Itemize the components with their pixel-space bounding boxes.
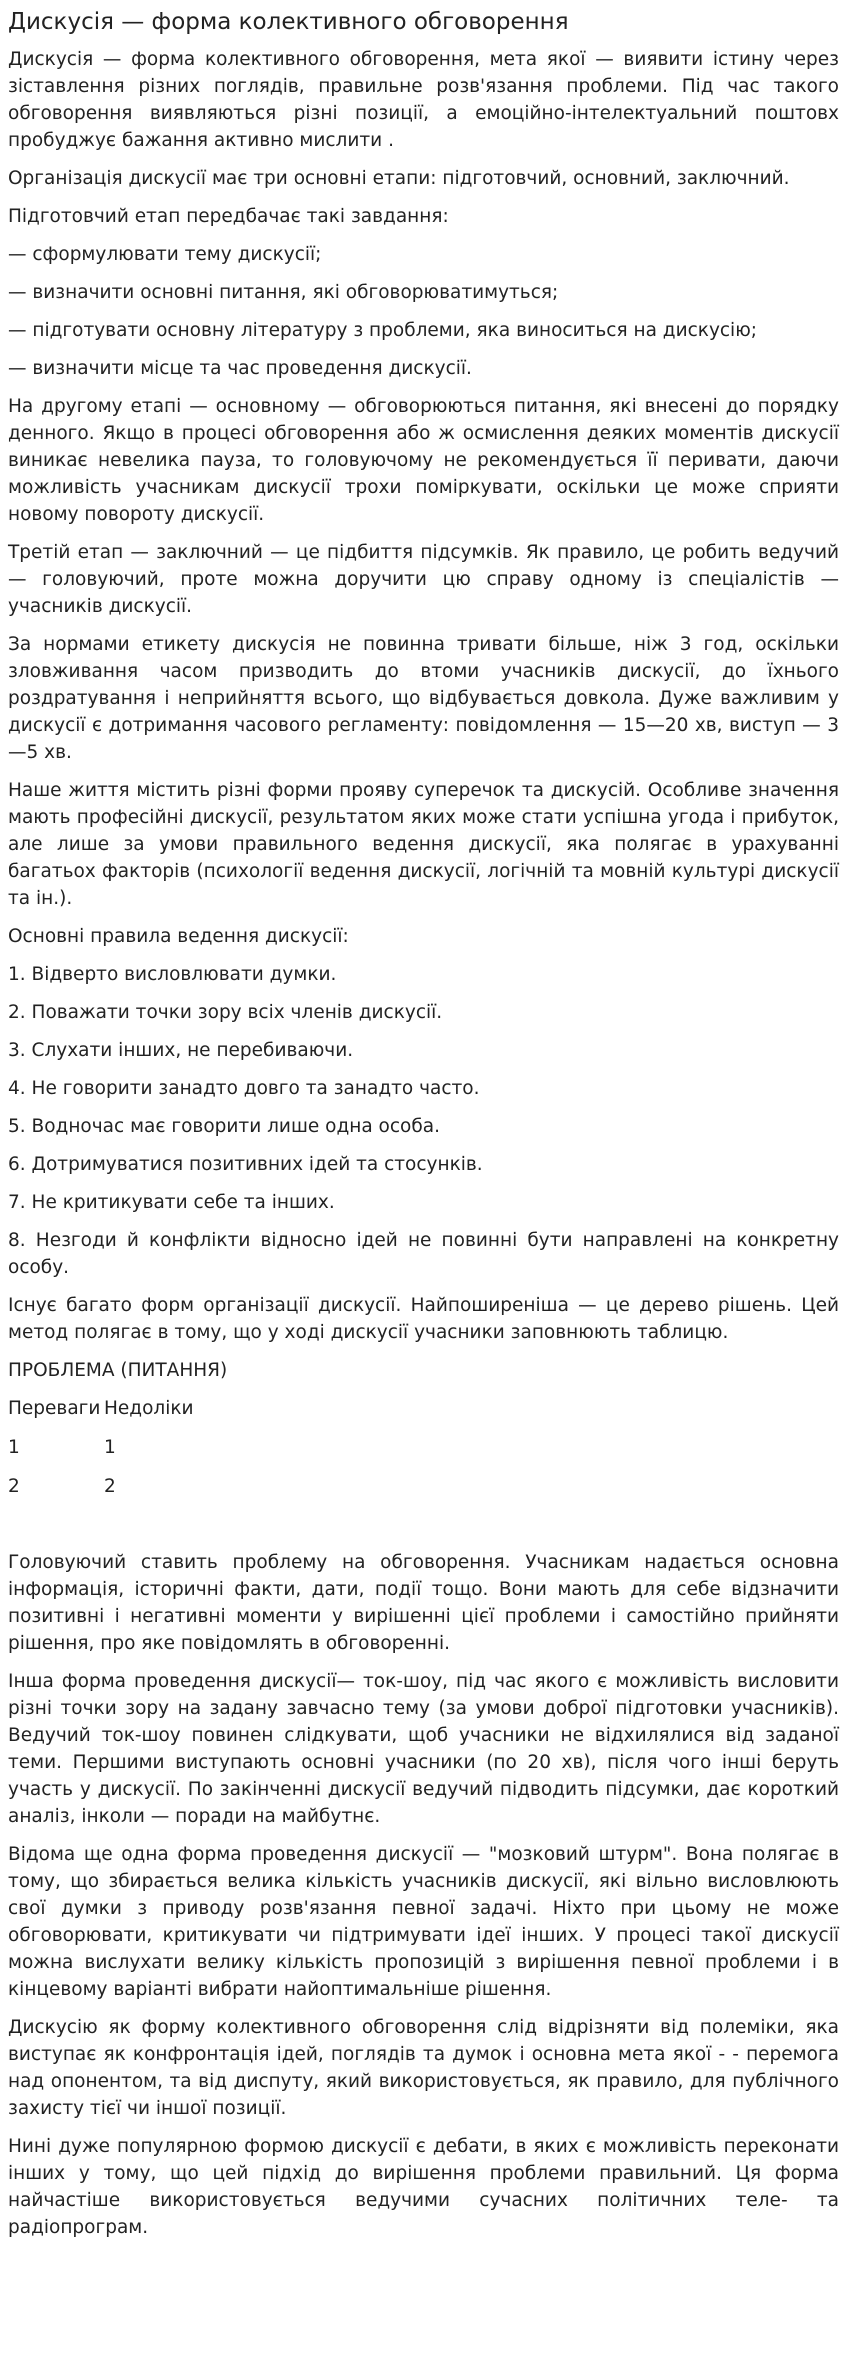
rules-heading: Основні правила ведення дискусії:	[8, 926, 349, 947]
paragraph-stages: Організація дискусії має три основні етапи: підготовчий, основний, заключний.	[8, 168, 790, 189]
paragraph-debates: Нині дуже популярною формою дискусії є дебати, в яких є можливість переконати інших у тому, що цей підхід до вирішення проблеми правильний. Ця форма найчастіше використовується ведучими сучасних політичних теле- та радіопрограм.	[8, 2136, 839, 2238]
table-caption: ПРОБЛЕМА (ПИТАННЯ)	[8, 1360, 228, 1381]
table-cell: 1	[8, 1437, 20, 1458]
paragraph-moderator: Головуючий ставить проблему на обговорення. Учасникам надається основна інформація, історичні факти, дати, події тощо. Вони мають для себе відзначити позитивні і негативні моменти у вирішенні цієї проблеми і самостійно прийняти рішення, про яке повідомлять в обговоренні.	[8, 1552, 839, 1654]
table-cell: 2	[8, 1476, 20, 1497]
prep-task-item: — визначити основні питання, які обговорюватимуться;	[8, 282, 559, 303]
table-row	[8, 1434, 194, 1473]
paragraph-main-stage: На другому етапі — основному — обговорюються питання, які внесені до порядку денного. Якщо в процесі обговорення або ж осмислення деяких моментів дискусії виникає невелика пауза, то головуючому не рекомендується її перивати, даючи можливість учасникам дискусії трохи поміркувати, оскільки це може сприяти новому повороту дискусії.	[8, 396, 839, 525]
table-cell: 2	[104, 1476, 116, 1497]
page-title: Дискусія — форма колективного обговорення	[8, 9, 569, 35]
header-pros: Переваги	[8, 1398, 101, 1419]
rule-item: 4. Не говорити занадто довго та занадто часто.	[8, 1078, 480, 1099]
rule-item: 8. Незгоди й конфлікти відносно ідей не повинні бути направлені на конкретну особу.	[8, 1230, 839, 1278]
paragraph-etiquette: За нормами етикету дискусія не повинна тривати більше, ніж 3 год, оскільки зловживання часом призводить до втоми учасників дискусії, до їхнього роздратування і неприйняття всього, що відбувається довкола. Дуже важливим у дискусії є дотримання часового регламенту: повідомлення — 15—20 хв, виступ — 3—5 хв.	[8, 634, 839, 763]
prep-task-item: — підготувати основну літературу з проблеми, яка виноситься на дискусію;	[8, 320, 758, 341]
spacer	[8, 1523, 839, 1549]
prep-task-item: — визначити місце та час проведення дискусії.	[8, 358, 472, 379]
table-header-row	[8, 1395, 194, 1434]
rule-item: 7. Не критикувати себе та інших.	[8, 1192, 335, 1213]
rule-item: 1. Відверто висловлювати думки.	[8, 964, 337, 985]
prep-task-item: — сформулювати тему дискусії;	[8, 244, 322, 265]
rule-item: 6. Дотримуватися позитивних ідей та стосунків.	[8, 1154, 483, 1175]
paragraph-definition: Дискусія — форма колективного обговорення, мета якої — виявити істину через зіставлення різних поглядів, правильне розв'язання проблеми. Під час такого обговорення виявляються різні позиції, а емоційно-інтелектуальний поштовх пробуджує бажання активно мислити .	[8, 49, 839, 151]
table-row	[8, 1473, 194, 1512]
paragraph-brainstorm: Відома ще одна форма проведення дискусії — "мозковий штурм". Вона полягає в тому, що збирається велика кількість учасників дискусії, які вільно висловлюють свої думки з приводу розв'язання певної задачі. Ніхто при цьому не може обговорювати, критикувати чи підтримувати ідеї інших. У процесі такої дискусії можна вислухати велику кількість пропозицій з вирішення певної проблеми і в кінцевому варіанті вибрати найоптимальніше рішення.	[8, 1844, 839, 2000]
paragraph-talk-show: Інша форма проведення дискусії— ток-шоу, під час якого є можливість висловити різні точки зору на задану завчасно тему (за умови доброї підготовки учасників). Ведучий ток-шоу повинен слідкувати, щоб учасники не відхилялися від заданої теми. Першими виступають основні учасники (по 20 хв), після чого інші беруть участь у дискусії. По закінченні дискусії ведучий підводить підсумки, дає короткий аналіз, інколи — поради на майбутнє.	[8, 1671, 839, 1827]
paragraph-final-stage: Третій етап — заключний — це підбиття підсумків. Як правило, це робить ведучий — головуючий, проте можна доручити цю справу одному із спеціалістів — учасників дискусії.	[8, 542, 839, 617]
header-cons: Недоліки	[104, 1398, 194, 1419]
paragraph-decision-tree: Існує багато форм організації дискусії. Найпоширеніша — це дерево рішень. Цей метод полягає в тому, що у ході дискусії учасники заповнюють таблицю.	[8, 1295, 839, 1343]
rule-item: 5. Водночас має говорити лише одна особа.	[8, 1116, 440, 1137]
rule-item: 3. Слухати інших, не перебиваючи.	[8, 1040, 354, 1061]
paragraph-polemic: Дискусію як форму колективного обговорення слід відрізняти від полеміки, яка виступає як конфронтація ідей, поглядів та думок і основна мета якої - - перемога над опонентом, та від диспуту, який використовується, як правило, для публічного захисту тієї чи іншої позиції.	[8, 2017, 839, 2119]
paragraph-professional: Наше життя містить різні форми прояву суперечок та дискусій. Особливе значення мають професійні дискусії, результатом яких може стати успішна угода і прибуток, але лише за умови правильного ведення дискусії, яка полягає в урахуванні багатьох факторів (психології ведення дискусії, логічній та мовній культурі дискусії та ін.).	[8, 780, 839, 909]
table-cell: 1	[104, 1437, 116, 1458]
rule-item: 2. Поважати точки зору всіх членів дискусії.	[8, 1002, 443, 1023]
paragraph-prep-tasks: Підготовчий етап передбачає такі завдання:	[8, 206, 449, 227]
decision-table	[8, 1395, 194, 1512]
